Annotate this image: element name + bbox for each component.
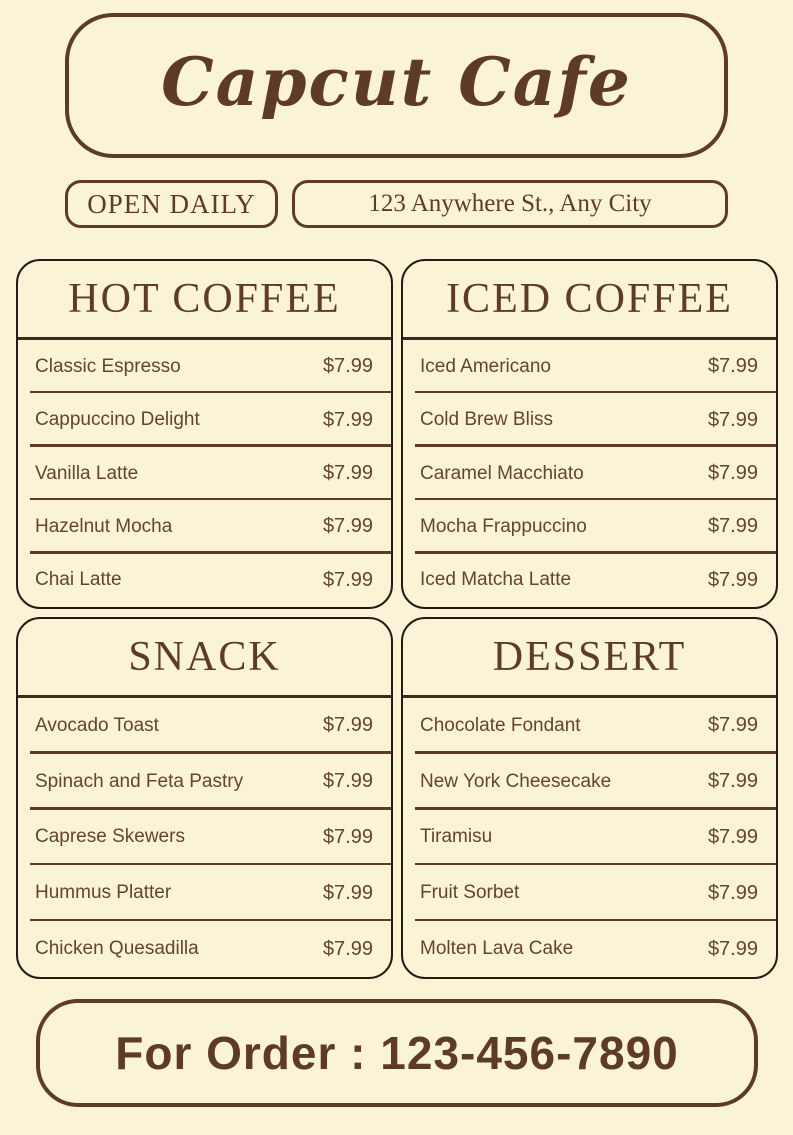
menu-item	[403, 865, 776, 921]
open-daily-label: OPEN DAILY	[87, 188, 256, 219]
item-price: $7.99	[707, 408, 758, 431]
item-price: $7.99	[707, 714, 758, 737]
menu-item	[403, 921, 776, 977]
menu-item	[403, 340, 776, 393]
menu-item	[403, 698, 776, 754]
order-frame	[36, 999, 758, 1107]
item-name: Classic Espresso	[35, 355, 181, 377]
item-name: Spinach and Feta Pastry	[35, 770, 244, 792]
section-items-dessert	[403, 698, 776, 977]
item-price: $7.99	[707, 825, 758, 848]
section-card-dessert	[401, 617, 778, 979]
item-price: $7.99	[322, 462, 373, 485]
section-items-iced-coffee	[403, 340, 776, 607]
address-badge	[292, 180, 728, 228]
item-name: New York Cheesecake	[420, 770, 612, 792]
item-price: $7.99	[707, 462, 758, 485]
order-phone-text: For Order : 123-456-7890	[115, 1027, 679, 1079]
address-label: 123 Anywhere St., Any City	[368, 190, 652, 217]
menu-item	[403, 554, 776, 607]
item-name: Molten Lava Cake	[420, 938, 574, 960]
menu-item	[403, 754, 776, 810]
brand-title: Capcut Cafe	[161, 42, 632, 121]
item-name: Vanilla Latte	[35, 462, 139, 484]
item-price: $7.99	[322, 825, 373, 848]
menu-item	[403, 393, 776, 446]
item-name: Hazelnut Mocha	[35, 515, 173, 537]
menu-grid	[16, 259, 778, 979]
menu-item	[18, 921, 391, 977]
item-price: $7.99	[322, 770, 373, 793]
menu-item	[18, 500, 391, 553]
item-name: Iced Matcha Latte	[420, 569, 572, 591]
menu-item	[18, 554, 391, 607]
menu-item	[18, 447, 391, 500]
item-price: $7.99	[707, 937, 758, 960]
menu-item	[403, 500, 776, 553]
brand-frame	[65, 13, 728, 158]
open-daily-badge	[65, 180, 278, 228]
item-name: Caprese Skewers	[35, 826, 185, 848]
item-name: Chicken Quesadilla	[35, 938, 199, 960]
item-name: Cappuccino Delight	[35, 409, 200, 431]
item-price: $7.99	[322, 881, 373, 904]
item-name: Avocado Toast	[35, 714, 159, 736]
section-title-snack: SNACK	[18, 619, 391, 698]
item-name: Fruit Sorbet	[420, 882, 520, 904]
menu-item	[18, 393, 391, 446]
item-price: $7.99	[707, 568, 758, 591]
item-name: Chai Latte	[35, 569, 122, 591]
item-price: $7.99	[707, 770, 758, 793]
item-price: $7.99	[322, 355, 373, 378]
menu-item	[403, 447, 776, 500]
section-items-snack	[18, 698, 391, 977]
section-items-hot-coffee	[18, 340, 391, 607]
section-title-hot-coffee: HOT COFFEE	[18, 261, 391, 340]
item-name: Chocolate Fondant	[420, 714, 581, 736]
menu-item	[18, 810, 391, 866]
item-price: $7.99	[707, 355, 758, 378]
menu-item	[403, 810, 776, 866]
section-title-dessert: DESSERT	[403, 619, 776, 698]
item-price: $7.99	[322, 408, 373, 431]
item-name: Mocha Frappuccino	[420, 515, 587, 537]
section-card-hot-coffee	[16, 259, 393, 609]
section-card-iced-coffee	[401, 259, 778, 609]
item-name: Tiramisu	[420, 826, 493, 848]
menu-item	[18, 754, 391, 810]
menu-item	[18, 340, 391, 393]
item-price: $7.99	[322, 515, 373, 538]
item-price: $7.99	[322, 937, 373, 960]
info-badges-row	[65, 180, 728, 228]
section-card-snack	[16, 617, 393, 979]
item-name: Caramel Macchiato	[420, 462, 584, 484]
section-title-iced-coffee: ICED COFFEE	[403, 261, 776, 340]
item-price: $7.99	[322, 568, 373, 591]
item-name: Cold Brew Bliss	[420, 409, 554, 431]
item-price: $7.99	[707, 881, 758, 904]
item-price: $7.99	[322, 714, 373, 737]
item-name: Hummus Platter	[35, 882, 172, 904]
item-name: Iced Americano	[420, 355, 551, 377]
menu-item	[18, 698, 391, 754]
menu-item	[18, 865, 391, 921]
item-price: $7.99	[707, 515, 758, 538]
